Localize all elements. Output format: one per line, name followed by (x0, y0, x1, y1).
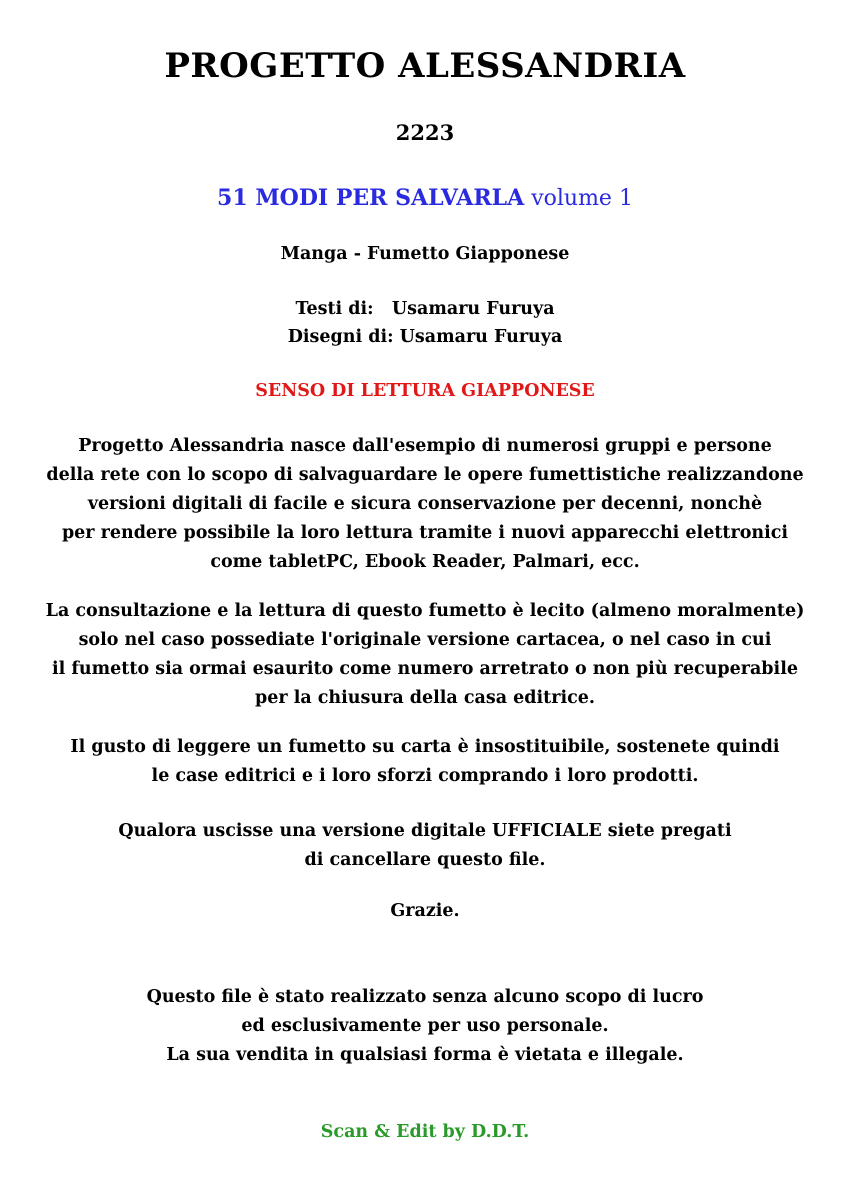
paragraph-line: versioni digitali di facile e sicura conservazione per decenni, nonchè (87, 494, 763, 514)
paragraph-line: il fumetto sia ormai esaurito come numero arretrato o non più recuperabile (52, 659, 798, 679)
texts-by-line: Testi di: Usamaru Furuya (295, 299, 555, 319)
paragraph-line: Questo file è stato realizzato senza alcuno scopo di lucro (146, 987, 704, 1007)
paragraph-line: Il gusto di leggere un fumetto su carta è insostituibile, sostenete quindi (70, 737, 780, 757)
series-title: 51 MODI PER SALVARLA (217, 185, 525, 211)
paragraph-line: La consultazione e la lettura di questo fumetto è lecito (almeno moralmente) (45, 601, 805, 621)
paragraph-line: Qualora uscisse una versione digitale UFFICIALE siete pregati (118, 821, 732, 841)
support-paragraph (0, 733, 850, 791)
paragraph-line: di cancellare questo file. (304, 850, 546, 870)
paragraph-line: La sua vendita in qualsiasi forma è vietata e illegale. (166, 1045, 684, 1065)
series-title-line (0, 185, 850, 211)
intro-paragraph (0, 432, 850, 577)
drawings-by-line: Disegni di: Usamaru Furuya (287, 327, 563, 347)
volume-label: volume 1 (531, 186, 633, 211)
official-version-paragraph (0, 817, 850, 875)
paragraph-line: come tabletPC, Ebook Reader, Palmari, ecc. (210, 552, 640, 572)
paragraph-line: ed esclusivamente per uso personale. (241, 1016, 609, 1036)
document-title: PROGETTO ALESSANDRIA (164, 46, 686, 86)
consultation-paragraph (0, 597, 850, 713)
credits-line: Scan & Edit by D.D.T. (320, 1122, 530, 1142)
paragraph-line: Progetto Alessandria nasce dall'esempio di numerosi gruppi e persone (78, 436, 772, 456)
paragraph-line: le case editrici e i loro sforzi comprando i loro prodotti. (151, 766, 699, 786)
paragraph-line: della rete con lo scopo di salvaguardare le opere fumettistiche realizzandone (46, 465, 804, 485)
paragraph-line: per rendere possibile la loro lettura tramite i nuovi apparecchi elettronici (61, 523, 789, 543)
paragraph-line: per la chiusura della casa editrice. (255, 688, 595, 708)
disclaimer-paragraph (0, 983, 850, 1070)
document-code: 2223 (395, 120, 455, 145)
paragraph-line: solo nel caso possediate l'originale versione cartacea, o nel caso in cui (78, 630, 772, 650)
reading-direction-notice: SENSO DI LETTURA GIAPPONESE (255, 381, 595, 401)
genre-line: Manga - Fumetto Giapponese (280, 244, 570, 264)
thanks-line: Grazie. (390, 901, 460, 921)
